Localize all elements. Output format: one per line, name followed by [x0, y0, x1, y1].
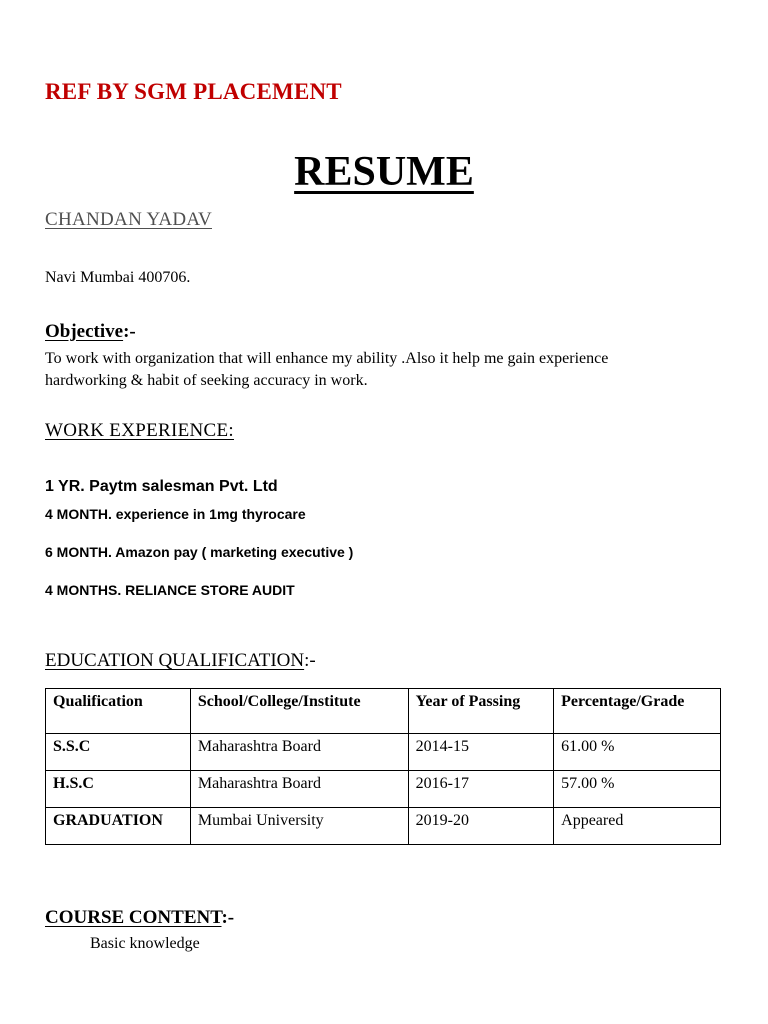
- cell-percentage: 61.00 %: [554, 734, 721, 771]
- table-row: [46, 734, 721, 771]
- table-header-row: [46, 689, 721, 734]
- education-heading-label: EDUCATION QUALIFICATION: [45, 650, 305, 671]
- education-table: [45, 688, 721, 845]
- cell-year: 2016-17: [408, 771, 554, 808]
- education-heading-suffix: :-: [304, 650, 316, 671]
- course-heading-label: COURSE CONTENT: [45, 907, 222, 928]
- candidate-address: Navi Mumbai 400706.: [45, 269, 191, 286]
- work-item-4: 4 MONTHS. RELIANCE STORE AUDIT: [45, 582, 295, 598]
- objective-heading-suffix: :-: [123, 321, 136, 342]
- table-row: [46, 771, 721, 808]
- reference-line: REF BY SGM PLACEMENT: [45, 79, 342, 104]
- objective-heading-label: Objective: [45, 321, 124, 342]
- education-heading: [45, 650, 316, 672]
- cell-percentage: 57.00 %: [554, 771, 721, 808]
- document-title: RESUME: [294, 149, 474, 195]
- work-item-3: 6 MONTH. Amazon pay ( marketing executive ): [45, 544, 354, 560]
- objective-line-1: To work with organization that will enhance my ability .Also it help me gain experience: [45, 350, 609, 367]
- candidate-name: CHANDAN YADAV: [45, 209, 212, 230]
- header-year: Year of Passing: [408, 689, 554, 734]
- work-experience-heading: WORK EXPERIENCE:: [45, 420, 234, 441]
- cell-percentage: Appeared: [554, 808, 721, 845]
- header-qualification: Qualification: [46, 689, 191, 734]
- course-content-heading: [45, 907, 234, 929]
- course-content-text: Basic knowledge: [90, 935, 200, 952]
- objective-line-2: hardworking & habit of seeking accuracy in work.: [45, 372, 368, 389]
- objective-text: [45, 348, 725, 392]
- work-item-1: 1 YR. Paytm salesman Pvt. Ltd: [45, 478, 278, 495]
- cell-qualification: H.S.C: [46, 771, 191, 808]
- cell-qualification: S.S.C: [46, 734, 191, 771]
- header-school: School/College/Institute: [190, 689, 408, 734]
- objective-heading: [45, 321, 136, 343]
- cell-year: 2014-15: [408, 734, 554, 771]
- work-item-2: 4 MONTH. experience in 1mg thyrocare: [45, 506, 306, 522]
- cell-year: 2019-20: [408, 808, 554, 845]
- cell-school: Mumbai University: [190, 808, 408, 845]
- cell-qualification: GRADUATION: [46, 808, 191, 845]
- course-heading-suffix: :-: [221, 907, 235, 928]
- header-percentage: Percentage/Grade: [554, 689, 721, 734]
- cell-school: Maharashtra Board: [190, 734, 408, 771]
- cell-school: Maharashtra Board: [190, 771, 408, 808]
- table-row: [46, 808, 721, 845]
